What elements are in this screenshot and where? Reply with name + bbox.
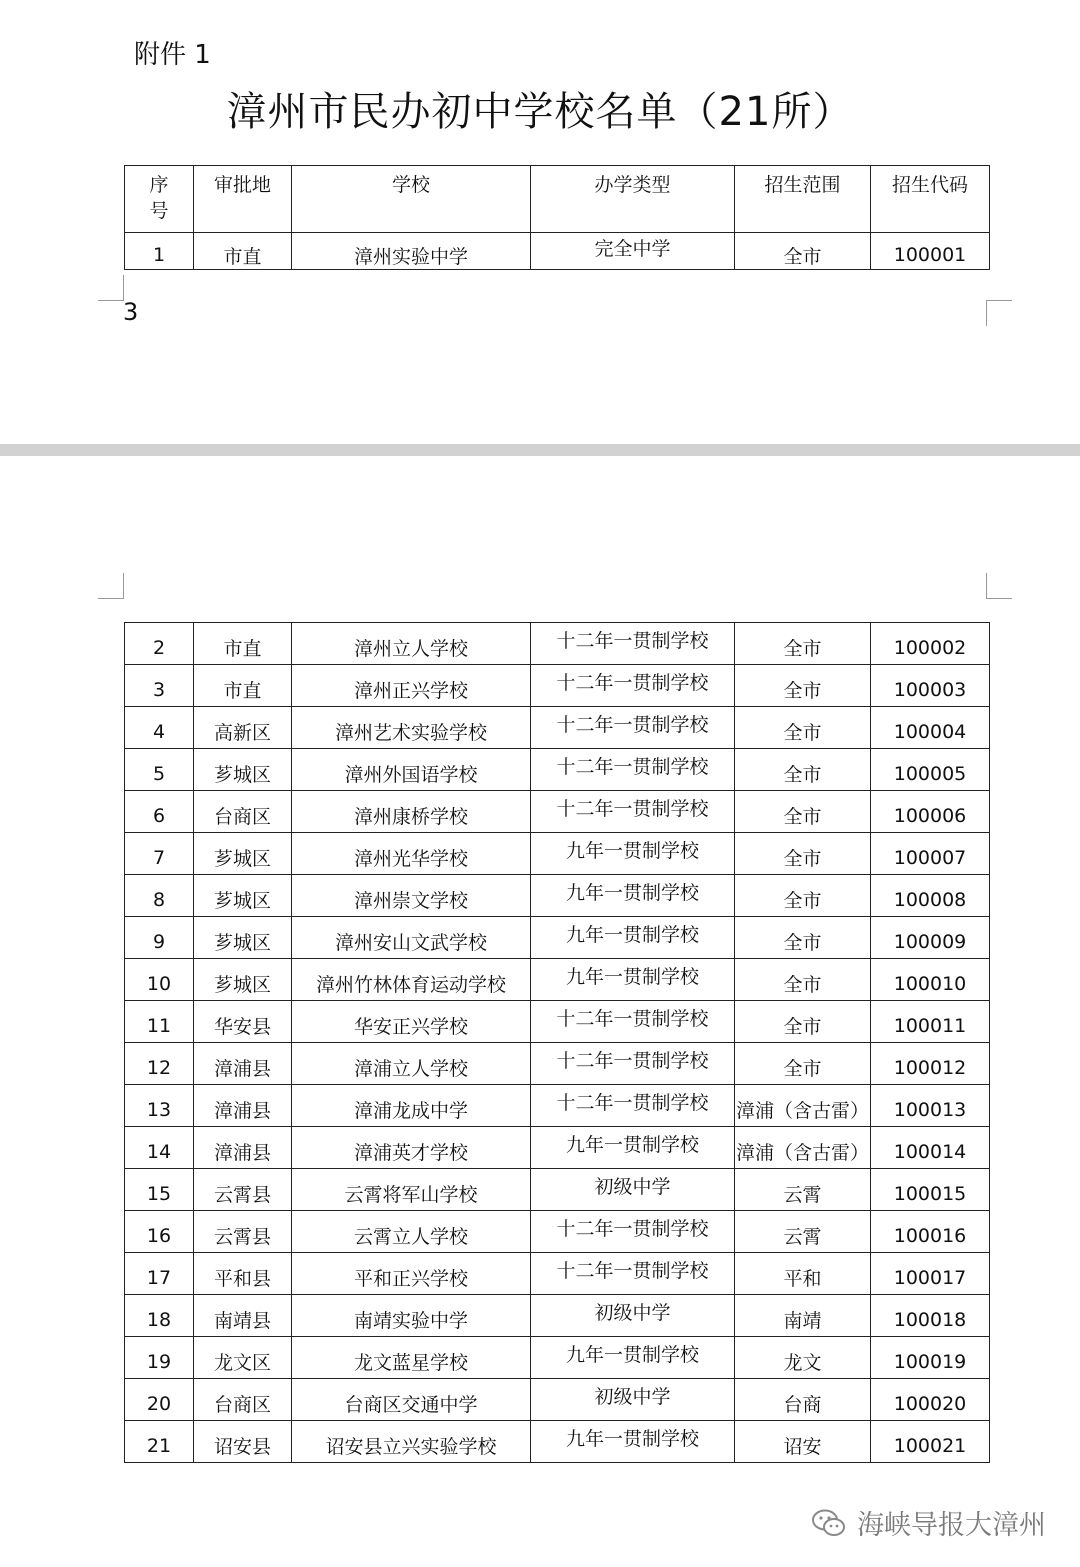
table-header-row bbox=[125, 166, 990, 233]
cell-seq: 5 bbox=[125, 749, 194, 791]
cell-seq: 15 bbox=[125, 1169, 194, 1211]
cell-type: 十二年一贯制学校 bbox=[531, 1001, 735, 1043]
table-row bbox=[125, 1253, 990, 1295]
document-title: 漳州市民办初中学校名单（21所） bbox=[226, 89, 854, 135]
cell-school: 漳州实验中学 bbox=[292, 233, 531, 270]
cell-seq: 3 bbox=[125, 665, 194, 707]
cell-type: 九年一贯制学校 bbox=[531, 1337, 735, 1379]
table-row bbox=[125, 1295, 990, 1337]
cell-seq: 11 bbox=[125, 1001, 194, 1043]
cell-scope: 诏安 bbox=[735, 1421, 871, 1463]
cell-approval: 芗城区 bbox=[194, 959, 292, 1001]
cell-school: 漳州立人学校 bbox=[292, 623, 531, 665]
cell-scope: 台商 bbox=[735, 1379, 871, 1421]
cell-school: 平和正兴学校 bbox=[292, 1253, 531, 1295]
wechat-icon bbox=[811, 1508, 847, 1538]
table-row bbox=[125, 833, 990, 875]
cell-scope: 全市 bbox=[735, 623, 871, 665]
cell-approval: 芗城区 bbox=[194, 917, 292, 959]
table-row bbox=[125, 1043, 990, 1085]
cell-seq: 10 bbox=[125, 959, 194, 1001]
cell-code: 100021 bbox=[871, 1421, 990, 1463]
cell-scope: 全市 bbox=[735, 707, 871, 749]
cell-code: 100013 bbox=[871, 1085, 990, 1127]
cell-seq: 19 bbox=[125, 1337, 194, 1379]
cell-school: 漳州崇文学校 bbox=[292, 875, 531, 917]
cell-type: 初级中学 bbox=[531, 1379, 735, 1421]
page-corner-mark bbox=[98, 275, 124, 301]
cell-scope: 全市 bbox=[735, 875, 871, 917]
cell-scope: 龙文 bbox=[735, 1337, 871, 1379]
cell-approval: 华安县 bbox=[194, 1001, 292, 1043]
cell-type: 十二年一贯制学校 bbox=[531, 749, 735, 791]
watermark-text: 海峡导报大漳州 bbox=[857, 1510, 1046, 1541]
cell-seq: 7 bbox=[125, 833, 194, 875]
table-row bbox=[125, 707, 990, 749]
cell-approval: 漳浦县 bbox=[194, 1043, 292, 1085]
cell-approval: 市直 bbox=[194, 233, 292, 270]
cell-scope: 云霄 bbox=[735, 1169, 871, 1211]
table-row bbox=[125, 1379, 990, 1421]
cell-scope: 南靖 bbox=[735, 1295, 871, 1337]
header-seq: 序 号 bbox=[125, 166, 194, 233]
cell-code: 100014 bbox=[871, 1127, 990, 1169]
cell-approval: 芗城区 bbox=[194, 833, 292, 875]
cell-code: 100004 bbox=[871, 707, 990, 749]
cell-code: 100016 bbox=[871, 1211, 990, 1253]
cell-code: 100010 bbox=[871, 959, 990, 1001]
cell-approval: 漳浦县 bbox=[194, 1127, 292, 1169]
page-separator bbox=[0, 444, 1080, 456]
table-row bbox=[125, 791, 990, 833]
cell-school: 漳浦英才学校 bbox=[292, 1127, 531, 1169]
school-table-page1 bbox=[124, 165, 990, 270]
header-school: 学校 bbox=[292, 166, 531, 233]
cell-type: 十二年一贯制学校 bbox=[531, 1211, 735, 1253]
cell-approval: 芗城区 bbox=[194, 875, 292, 917]
cell-code: 100008 bbox=[871, 875, 990, 917]
cell-school: 诏安县立兴实验学校 bbox=[292, 1421, 531, 1463]
cell-scope: 平和 bbox=[735, 1253, 871, 1295]
cell-scope: 全市 bbox=[735, 959, 871, 1001]
table-row bbox=[125, 749, 990, 791]
cell-approval: 高新区 bbox=[194, 707, 292, 749]
cell-seq: 18 bbox=[125, 1295, 194, 1337]
table-row bbox=[125, 233, 990, 270]
cell-school: 漳州光华学校 bbox=[292, 833, 531, 875]
cell-seq: 12 bbox=[125, 1043, 194, 1085]
cell-seq: 4 bbox=[125, 707, 194, 749]
cell-school: 漳州安山文武学校 bbox=[292, 917, 531, 959]
cell-type: 九年一贯制学校 bbox=[531, 833, 735, 875]
school-table-page2 bbox=[124, 622, 990, 1463]
cell-approval: 龙文区 bbox=[194, 1337, 292, 1379]
cell-school: 台商区交通中学 bbox=[292, 1379, 531, 1421]
cell-code: 100018 bbox=[871, 1295, 990, 1337]
cell-seq: 1 bbox=[125, 233, 194, 270]
cell-approval: 平和县 bbox=[194, 1253, 292, 1295]
cell-school: 漳州康桥学校 bbox=[292, 791, 531, 833]
cell-seq: 8 bbox=[125, 875, 194, 917]
cell-school: 漳州正兴学校 bbox=[292, 665, 531, 707]
table-row bbox=[125, 1127, 990, 1169]
cell-school: 龙文蓝星学校 bbox=[292, 1337, 531, 1379]
cell-approval: 台商区 bbox=[194, 1379, 292, 1421]
cell-type: 完全中学 bbox=[531, 233, 735, 270]
table-row bbox=[125, 1169, 990, 1211]
cell-scope: 漳浦（含古雷） bbox=[735, 1085, 871, 1127]
table-row bbox=[125, 1421, 990, 1463]
cell-type: 十二年一贯制学校 bbox=[531, 623, 735, 665]
cell-approval: 市直 bbox=[194, 623, 292, 665]
cell-school: 华安正兴学校 bbox=[292, 1001, 531, 1043]
cell-seq: 14 bbox=[125, 1127, 194, 1169]
cell-code: 100006 bbox=[871, 791, 990, 833]
cell-code: 100002 bbox=[871, 623, 990, 665]
cell-school: 云霄将军山学校 bbox=[292, 1169, 531, 1211]
cell-code: 100009 bbox=[871, 917, 990, 959]
cell-type: 十二年一贯制学校 bbox=[531, 791, 735, 833]
cell-scope: 全市 bbox=[735, 749, 871, 791]
cell-scope: 全市 bbox=[735, 1001, 871, 1043]
cell-seq: 9 bbox=[125, 917, 194, 959]
cell-approval: 云霄县 bbox=[194, 1211, 292, 1253]
cell-code: 100003 bbox=[871, 665, 990, 707]
cell-scope: 全市 bbox=[735, 833, 871, 875]
cell-scope: 漳浦（含古雷） bbox=[735, 1127, 871, 1169]
cell-type: 十二年一贯制学校 bbox=[531, 1085, 735, 1127]
cell-scope: 全市 bbox=[735, 665, 871, 707]
cell-approval: 诏安县 bbox=[194, 1421, 292, 1463]
cell-seq: 21 bbox=[125, 1421, 194, 1463]
cell-code: 100005 bbox=[871, 749, 990, 791]
cell-type: 初级中学 bbox=[531, 1295, 735, 1337]
attachment-label: 附件 1 bbox=[134, 40, 211, 70]
cell-type: 九年一贯制学校 bbox=[531, 1421, 735, 1463]
cell-type: 九年一贯制学校 bbox=[531, 959, 735, 1001]
table-row bbox=[125, 1085, 990, 1127]
table-row bbox=[125, 1211, 990, 1253]
cell-school: 漳浦立人学校 bbox=[292, 1043, 531, 1085]
cell-type: 九年一贯制学校 bbox=[531, 875, 735, 917]
header-scope: 招生范围 bbox=[735, 166, 871, 233]
table-row bbox=[125, 623, 990, 665]
cell-scope: 云霄 bbox=[735, 1211, 871, 1253]
cell-school: 漳州艺术实验学校 bbox=[292, 707, 531, 749]
cell-school: 漳浦龙成中学 bbox=[292, 1085, 531, 1127]
watermark bbox=[811, 1503, 1046, 1542]
header-code: 招生代码 bbox=[871, 166, 990, 233]
header-approval: 审批地 bbox=[194, 166, 292, 233]
cell-code: 100015 bbox=[871, 1169, 990, 1211]
cell-approval: 云霄县 bbox=[194, 1169, 292, 1211]
cell-scope: 全市 bbox=[735, 917, 871, 959]
cell-scope: 全市 bbox=[735, 233, 871, 270]
cell-school: 云霄立人学校 bbox=[292, 1211, 531, 1253]
cell-seq: 20 bbox=[125, 1379, 194, 1421]
cell-code: 100020 bbox=[871, 1379, 990, 1421]
page-corner-mark bbox=[98, 573, 124, 599]
cell-code: 100012 bbox=[871, 1043, 990, 1085]
cell-code: 100019 bbox=[871, 1337, 990, 1379]
cell-approval: 漳浦县 bbox=[194, 1085, 292, 1127]
table-row bbox=[125, 665, 990, 707]
cell-seq: 13 bbox=[125, 1085, 194, 1127]
cell-seq: 17 bbox=[125, 1253, 194, 1295]
cell-approval: 南靖县 bbox=[194, 1295, 292, 1337]
cell-type: 十二年一贯制学校 bbox=[531, 1043, 735, 1085]
cell-seq: 2 bbox=[125, 623, 194, 665]
cell-school: 漳州竹林体育运动学校 bbox=[292, 959, 531, 1001]
table-row bbox=[125, 959, 990, 1001]
table-row bbox=[125, 1001, 990, 1043]
cell-type: 九年一贯制学校 bbox=[531, 1127, 735, 1169]
cell-school: 漳州外国语学校 bbox=[292, 749, 531, 791]
table-row bbox=[125, 1337, 990, 1379]
cell-code: 100007 bbox=[871, 833, 990, 875]
cell-scope: 全市 bbox=[735, 1043, 871, 1085]
cell-approval: 市直 bbox=[194, 665, 292, 707]
cell-code: 100017 bbox=[871, 1253, 990, 1295]
cell-type: 十二年一贯制学校 bbox=[531, 1253, 735, 1295]
cell-seq: 16 bbox=[125, 1211, 194, 1253]
header-type: 办学类型 bbox=[531, 166, 735, 233]
cell-seq: 6 bbox=[125, 791, 194, 833]
page-number: 3 bbox=[123, 298, 139, 326]
page-corner-mark bbox=[986, 573, 1012, 599]
cell-type: 九年一贯制学校 bbox=[531, 917, 735, 959]
table-row bbox=[125, 875, 990, 917]
cell-code: 100011 bbox=[871, 1001, 990, 1043]
page-corner-mark bbox=[986, 300, 1012, 326]
cell-scope: 全市 bbox=[735, 791, 871, 833]
cell-type: 十二年一贯制学校 bbox=[531, 665, 735, 707]
cell-school: 南靖实验中学 bbox=[292, 1295, 531, 1337]
cell-approval: 台商区 bbox=[194, 791, 292, 833]
table-row bbox=[125, 917, 990, 959]
cell-type: 初级中学 bbox=[531, 1169, 735, 1211]
cell-approval: 芗城区 bbox=[194, 749, 292, 791]
cell-type: 十二年一贯制学校 bbox=[531, 707, 735, 749]
cell-code: 100001 bbox=[871, 233, 990, 270]
